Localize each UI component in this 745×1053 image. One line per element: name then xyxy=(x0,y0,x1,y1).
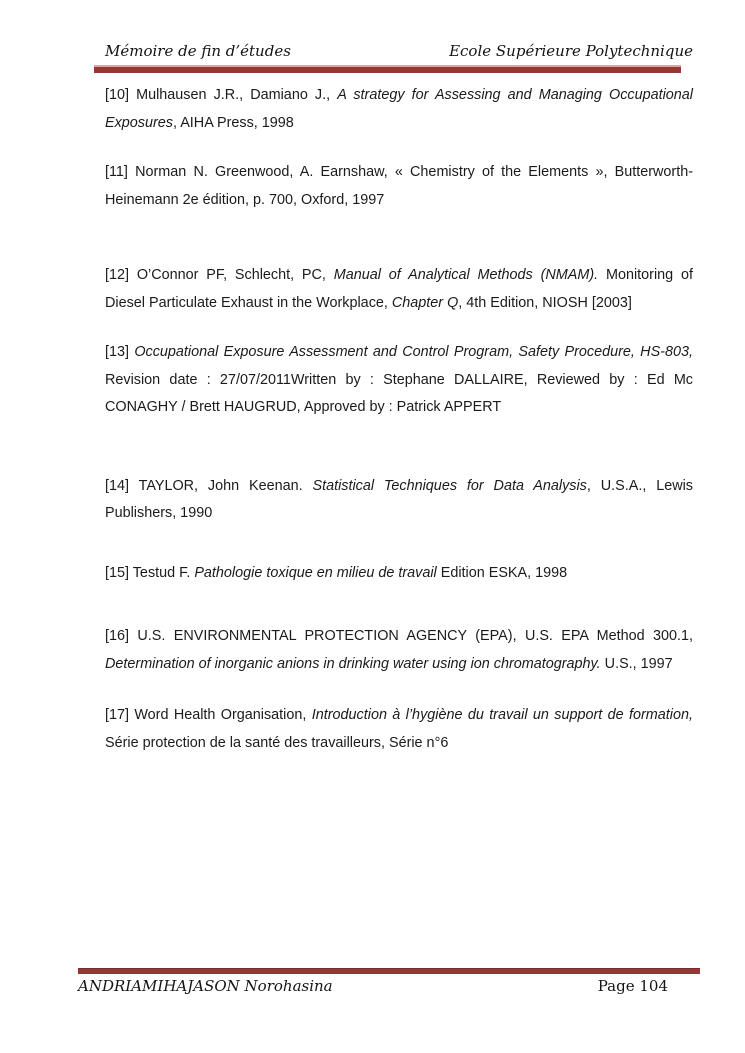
reference-entry-17 xyxy=(105,702,693,757)
reference-entry-10 xyxy=(105,82,693,137)
reference-entry-16 xyxy=(105,623,693,678)
references-list xyxy=(105,82,693,757)
reference-entry-12 xyxy=(105,262,693,317)
reference-segment: [17] Word Health Organisation, xyxy=(105,707,312,723)
reference-segment: , AIHA Press, 1998 xyxy=(173,114,294,131)
reference-segment: [16] U.S. ENVIRONMENTAL PROTECTION AGENCY (EPA), U.S. EPA Method 300.1, xyxy=(105,628,693,644)
reference-segment: [12] O’Connor PF, Schlecht, PC, xyxy=(105,267,334,283)
reference-segment: [13] xyxy=(105,344,135,360)
reference-segment: Série protection de la santé des travailleurs, Série n°6 xyxy=(105,734,449,751)
reference-segment: Monitoring of Diesel Particulate Exhaust in the Workplace, xyxy=(105,267,693,311)
reference-segment: , U.S.A., Lewis Publishers, 1990 xyxy=(105,477,693,521)
reference-segment: Determination of inorganic anions in drinking water using ion chromatography. xyxy=(105,655,601,672)
footer-rule xyxy=(78,968,700,974)
reference-segment: Occupational Exposure Assessment and Control Program, Safety Procedure, HS-803, xyxy=(134,344,693,360)
reference-segment: Introduction à l’hygiène du travail un support de formation, xyxy=(311,707,693,723)
reference-entry-11 xyxy=(105,159,693,214)
reference-segment: [15] Testud F. xyxy=(105,564,195,581)
reference-entry-14 xyxy=(105,473,693,528)
page-header xyxy=(105,42,693,60)
footer-page-number: Page 104 xyxy=(597,977,668,995)
reference-segment: [11] Norman N. Greenwood, A. Earnshaw, « Chemistry of the Elements », Butterworth-Heinemann 2e édition, p. 700, Oxford, 1997 xyxy=(105,164,693,208)
reference-segment: Revision date : 27/07/2011Written by : Stephane DALLAIRE, Reviewed by : Ed Mc CONAGHY / Brett HAUGRUD, Approved by : Patrick APPERT xyxy=(105,371,693,415)
reference-entry-15 xyxy=(105,560,693,588)
header-left-title: Mémoire de fin d’études xyxy=(105,42,291,60)
reference-segment: Chapter Q xyxy=(391,294,459,311)
reference-segment: Statistical Techniques for Data Analysis xyxy=(312,477,587,494)
header-rule xyxy=(94,65,681,73)
reference-segment: Manual of Analytical Methods (NMAM). xyxy=(333,267,599,283)
header-right-title: Ecole Supérieure Polytechnique xyxy=(449,42,693,60)
reference-segment: [10] Mulhausen J.R., Damiano J., xyxy=(105,87,338,103)
reference-segment: , 4th Edition, NIOSH [2003] xyxy=(458,294,632,311)
reference-segment: Edition ESKA, 1998 xyxy=(436,564,568,581)
reference-segment: U.S., 1997 xyxy=(600,655,673,672)
footer-author: ANDRIAMIHAJASON Norohasina xyxy=(78,977,333,995)
page-footer xyxy=(78,977,668,995)
reference-entry-13 xyxy=(105,339,693,422)
reference-segment: A strategy for Assessing and Managing Occupational Exposures xyxy=(105,87,693,131)
reference-segment: Pathologie toxique en milieu de travail xyxy=(194,564,437,581)
reference-segment: [14] TAYLOR, John Keenan. xyxy=(105,477,313,494)
